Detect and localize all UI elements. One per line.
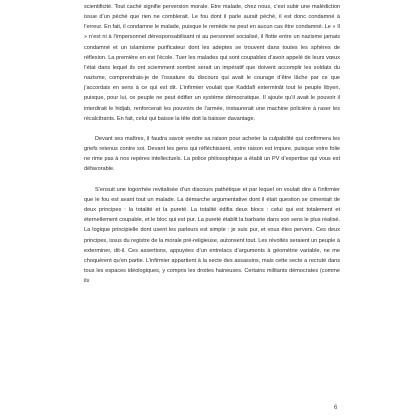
paragraph-3: S’ensuit une logorrhée revitalisée d’un discours pathétique et par lequel on voulait dire à l’infirmier que le fou est avant tout un malade. La démarche argumentative dont il était question se cimentait de deux principes : la totalité et la pureté. La totalité édifia deux blocs : celui qui est totalement et éternellement coupable, et le bloc qui est pur. La pureté établit la barbarie dans son sens le plus réalisé. La logique principielle dont usent les parleurs est simple : je suis pur, et vous êtes pervers. Ces deux principes, issus du registre de la morale pré-religieuse, autonsent tout. Les révoltés seraient un peuple à exterminer, dit-il. Ces assertions, appuyées d’un entrelacs d’arguments à géométrie variable, ne me choquèrent qu’en partie. L’infirmier appartient à la secte des assassins, mais cette secte a recruté dans tous les espaces idéologiques, y compris les droites haineuses. Certains militants démocrates (comme ils bbox=[84, 186, 340, 285]
body-text bbox=[84, 2, 340, 286]
paragraph-2: Devant ses maîtres, il faudra savoir vendre sa raison pour acheter la culpabilité qui confirmera les griefs retenus contre soi. Devant les gens qui réfléchissent, votre raison est impure, puisque votre folie ne rime pas à nos repères intellectuels. La police philosophique a établi un PV d’expertise qui vous est défavorable. bbox=[84, 136, 340, 173]
paragraph-1: scientificité. Tout caché signifie perversion morale. Etre malade, chez nous, c’est subir une malédiction issue d’un péché que rien ne comblerait. Le fou dont il parle aurait péché, il est donc condamné à l’erreur. En fait, il condamne le malade, puisque le remède ne peut en aucun cas être condamné. Le « Il » n’est ni à l’impersonnel déresponsabilisant ni au personnel socialisé, il flotte entre un nazisme jamais condamné et un islamisme purificateur dont les adeptes se trouvent dans toutes les sphères de réflexion. La première en est l’école. Tuer les malades qui sont coupables d’avoir appelé de leurs vœux l’état dans lequel ils ont sciemment sombré serait un impératif que doivent accomplir les soldats du nazisme, comprendrais-je de l’ossature du discours qui avait le courage d’être lâche par ce que j’accordais en sens à ce qui est dit. L’infirmier voulait que Kaddafi exterminât tout le peuple libyen, puisque, pour lui, ce peuple ne peut édifier un système démocratique. Il ajoute qu’il avait le pouvoir il interdirait le hidjab, renforcerait les pouvoirs de l’armée, instaurerait une machine policière à raser les récalcitrants. En fait, celui qui baisse la tête doit la baisser davantage. bbox=[84, 4, 340, 122]
page-number: 6 bbox=[334, 405, 338, 411]
